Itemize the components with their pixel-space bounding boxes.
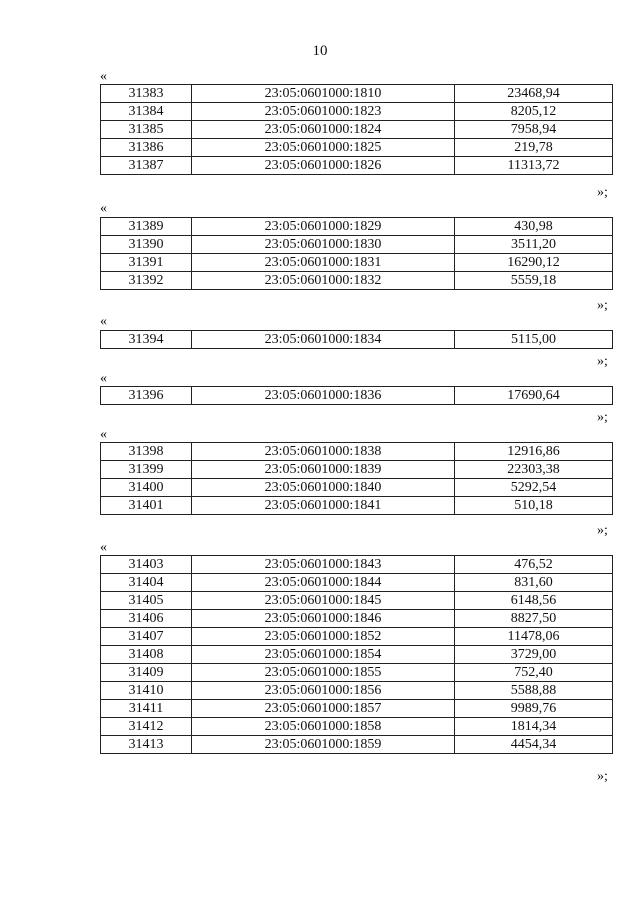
record-number-cell: 31386 [101,139,192,157]
data-table [100,555,613,754]
cadastral-number-cell: 23:05:0601000:1846 [192,610,455,628]
page-number: 10 [312,43,328,59]
opening-quote: « [100,371,107,386]
record-number-cell: 31399 [101,461,192,479]
table-row [101,387,613,405]
cadastral-number-cell: 23:05:0601000:1854 [192,646,455,664]
cadastral-number-cell: 23:05:0601000:1839 [192,461,455,479]
record-number-cell: 31409 [101,664,192,682]
table-row [101,497,613,515]
cadastral-number-cell: 23:05:0601000:1838 [192,443,455,461]
cadastral-number-cell: 23:05:0601000:1810 [192,85,455,103]
amount-cell: 752,40 [455,664,613,682]
data-table [100,217,613,290]
data-table [100,330,613,349]
cadastral-number-cell: 23:05:0601000:1852 [192,628,455,646]
opening-quote: « [100,314,107,329]
record-number-cell: 31412 [101,718,192,736]
table-row [101,272,613,290]
record-number-cell: 31410 [101,682,192,700]
record-number-cell: 31392 [101,272,192,290]
table-row [101,331,613,349]
record-number-cell: 31401 [101,497,192,515]
amount-cell: 11313,72 [455,157,613,175]
amount-cell: 5292,54 [455,479,613,497]
amount-cell: 6148,56 [455,592,613,610]
cadastral-number-cell: 23:05:0601000:1831 [192,254,455,272]
amount-cell: 3511,20 [455,236,613,254]
closing-quote: »; [597,769,608,784]
data-table [100,84,613,175]
cadastral-number-cell: 23:05:0601000:1845 [192,592,455,610]
cadastral-number-cell: 23:05:0601000:1824 [192,121,455,139]
cadastral-number-cell: 23:05:0601000:1834 [192,331,455,349]
table-row [101,479,613,497]
record-number-cell: 31391 [101,254,192,272]
cadastral-number-cell: 23:05:0601000:1855 [192,664,455,682]
amount-cell: 219,78 [455,139,613,157]
table-row [101,236,613,254]
cadastral-number-cell: 23:05:0601000:1856 [192,682,455,700]
amount-cell: 1814,34 [455,718,613,736]
amount-cell: 7958,94 [455,121,613,139]
table-row [101,443,613,461]
opening-quote: « [100,201,107,216]
table-row [101,121,613,139]
amount-cell: 5559,18 [455,272,613,290]
table-row [101,664,613,682]
amount-cell: 5115,00 [455,331,613,349]
cadastral-number-cell: 23:05:0601000:1844 [192,574,455,592]
record-number-cell: 31387 [101,157,192,175]
table-row [101,556,613,574]
cadastral-number-cell: 23:05:0601000:1840 [192,479,455,497]
opening-quote: « [100,540,107,555]
record-number-cell: 31390 [101,236,192,254]
cadastral-number-cell: 23:05:0601000:1859 [192,736,455,754]
record-number-cell: 31384 [101,103,192,121]
cadastral-number-cell: 23:05:0601000:1857 [192,700,455,718]
record-number-cell: 31407 [101,628,192,646]
amount-cell: 16290,12 [455,254,613,272]
closing-quote: »; [597,523,608,538]
table-row [101,736,613,754]
closing-quote: »; [597,185,608,200]
cadastral-number-cell: 23:05:0601000:1843 [192,556,455,574]
table-row [101,646,613,664]
cadastral-number-cell: 23:05:0601000:1836 [192,387,455,405]
amount-cell: 8205,12 [455,103,613,121]
table-row [101,610,613,628]
cadastral-number-cell: 23:05:0601000:1825 [192,139,455,157]
cadastral-number-cell: 23:05:0601000:1841 [192,497,455,515]
opening-quote: « [100,69,107,84]
record-number-cell: 31408 [101,646,192,664]
record-number-cell: 31385 [101,121,192,139]
closing-quote: »; [597,354,608,369]
amount-cell: 9989,76 [455,700,613,718]
data-table [100,386,613,405]
opening-quote: « [100,427,107,442]
record-number-cell: 31413 [101,736,192,754]
table-row [101,628,613,646]
amount-cell: 430,98 [455,218,613,236]
table-row [101,700,613,718]
record-number-cell: 31406 [101,610,192,628]
table-row [101,718,613,736]
amount-cell: 11478,06 [455,628,613,646]
amount-cell: 476,52 [455,556,613,574]
closing-quote: »; [597,410,608,425]
table-row [101,85,613,103]
table-row [101,574,613,592]
amount-cell: 12916,86 [455,443,613,461]
record-number-cell: 31398 [101,443,192,461]
cadastral-number-cell: 23:05:0601000:1823 [192,103,455,121]
record-number-cell: 31394 [101,331,192,349]
amount-cell: 8827,50 [455,610,613,628]
amount-cell: 3729,00 [455,646,613,664]
cadastral-number-cell: 23:05:0601000:1832 [192,272,455,290]
record-number-cell: 31389 [101,218,192,236]
record-number-cell: 31396 [101,387,192,405]
amount-cell: 831,60 [455,574,613,592]
record-number-cell: 31405 [101,592,192,610]
amount-cell: 17690,64 [455,387,613,405]
cadastral-number-cell: 23:05:0601000:1826 [192,157,455,175]
amount-cell: 4454,34 [455,736,613,754]
table-row [101,461,613,479]
cadastral-number-cell: 23:05:0601000:1830 [192,236,455,254]
table-row [101,139,613,157]
cadastral-number-cell: 23:05:0601000:1858 [192,718,455,736]
record-number-cell: 31400 [101,479,192,497]
amount-cell: 22303,38 [455,461,613,479]
record-number-cell: 31411 [101,700,192,718]
table-row [101,103,613,121]
table-row [101,254,613,272]
record-number-cell: 31403 [101,556,192,574]
table-row [101,592,613,610]
amount-cell: 23468,94 [455,85,613,103]
table-row [101,218,613,236]
amount-cell: 5588,88 [455,682,613,700]
table-row [101,157,613,175]
record-number-cell: 31404 [101,574,192,592]
closing-quote: »; [597,298,608,313]
data-table [100,442,613,515]
record-number-cell: 31383 [101,85,192,103]
table-row [101,682,613,700]
amount-cell: 510,18 [455,497,613,515]
cadastral-number-cell: 23:05:0601000:1829 [192,218,455,236]
